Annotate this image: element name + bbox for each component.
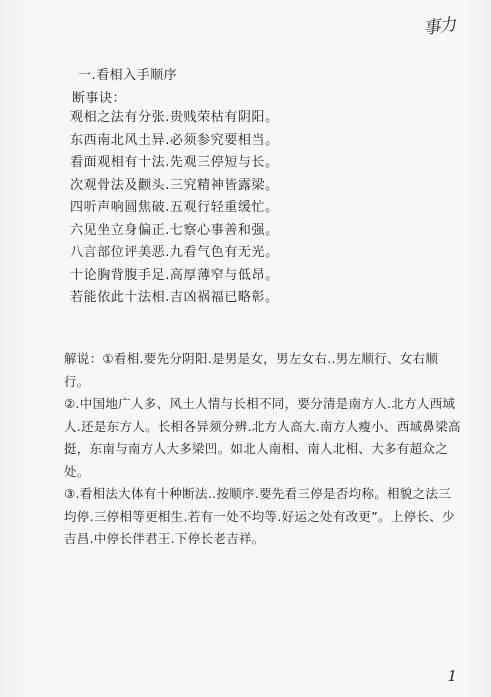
verse-line: 看面观相有十法.先观三停短与长。	[70, 155, 279, 170]
section-title: 一.看相入手顺序	[78, 68, 178, 83]
verse-line: 四听声响圆焦破.五观行轻重缓忙。	[70, 200, 279, 215]
verse-line: 十论胸背腹手足.高厚薄窄与低昂。	[70, 267, 279, 283]
verse-line: 若能依此十法相.吉凶祸福已略彰。	[70, 290, 279, 305]
verse-label: 断事诀：	[72, 91, 127, 106]
verse-line: 六见坐立身偏正.七察心事善和强。	[70, 222, 279, 238]
verse-line: 东西南北风土异.必须参究要相当。	[70, 132, 279, 148]
verse-line: 次观骨法及颧头.三究精神皆露梁。	[70, 177, 279, 193]
explanation-paragraph: 解说：①看相.要先分阴阳.是男是女，男左女右..男左顺行、女右顺行。	[64, 351, 439, 389]
handwritten-corner-mark: 事力	[422, 14, 457, 40]
verse-list	[70, 107, 279, 310]
explanation-paragraph: ③.看相法大体有十种断法..按顺序.要先看三停是否均称。相貌之法三均停.三停相等更相生.若有一处不均等.好运之处有改更”。上停长、少吉昌.中停长伴君王.下停长老吉祥。	[64, 486, 455, 546]
explanation-section	[64, 348, 462, 551]
page-number: 1	[447, 667, 457, 685]
verse-line: 观相之法有分张.贵贱荣枯有阴阳。	[70, 110, 279, 125]
verse-line: 八言部位评美恶.九看气色有无光。	[70, 245, 279, 260]
explanation-paragraph: ②.中国地广人多、风土人情与长相不同，要分清是南方人.北方人西域人.还是东方人。长相各异须分辨.北方人高大.南方人瘦小、西域鼻梁高挺，东南与南方人大多梁凹。如北人南相、南人北相、大多有超众之处。	[64, 396, 461, 479]
